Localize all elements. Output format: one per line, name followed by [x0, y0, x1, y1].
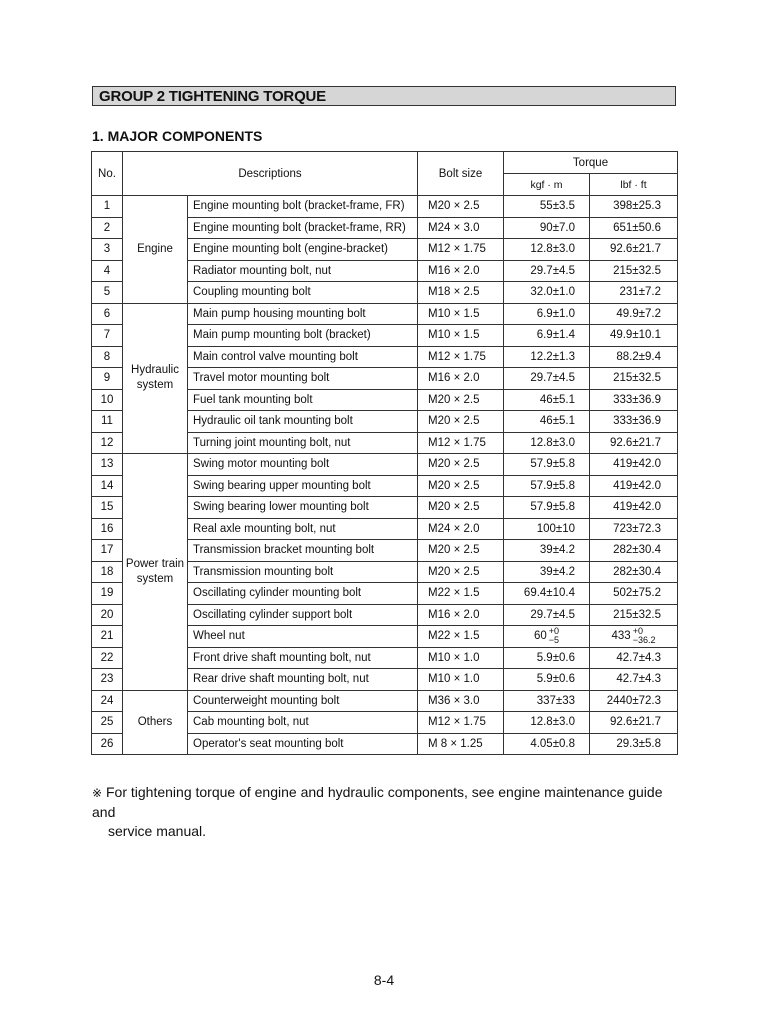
row-description: Oscillating cylinder mounting bolt [188, 583, 418, 605]
row-torque-kgf: 12.2±1.3 [504, 346, 590, 368]
group-title: GROUP 2 TIGHTENING TORQUE [99, 88, 326, 105]
row-number: 23 [92, 669, 123, 691]
row-description: Real axle mounting bolt, nut [188, 518, 418, 540]
row-number: 18 [92, 561, 123, 583]
row-torque-kgf: 4.05±0.8 [504, 733, 590, 755]
row-description: Engine mounting bolt (bracket-frame, RR) [188, 217, 418, 239]
row-torque-kgf: 46±5.1 [504, 411, 590, 433]
row-torque-lbf: 88.2±9.4 [590, 346, 678, 368]
row-bolt-size: M16 × 2.0 [418, 260, 504, 282]
row-description: Swing motor mounting bolt [188, 454, 418, 476]
header-row-1 [92, 152, 678, 174]
row-description: Coupling mounting bolt [188, 282, 418, 304]
row-number: 24 [92, 690, 123, 712]
row-torque-lbf: 29.3±5.8 [590, 733, 678, 755]
group-title-bar [92, 86, 676, 106]
lbf-tolerance [633, 627, 656, 645]
row-number: 11 [92, 411, 123, 433]
row-torque-kgf: 57.9±5.8 [504, 454, 590, 476]
row-bolt-size: M20 × 2.5 [418, 389, 504, 411]
row-bolt-size: M10 × 1.5 [418, 325, 504, 347]
row-bolt-size: M20 × 2.5 [418, 561, 504, 583]
page-number: 8-4 [373, 972, 395, 988]
row-number: 20 [92, 604, 123, 626]
row-description: Counterweight mounting bolt [188, 690, 418, 712]
row-bolt-size: M10 × 1.0 [418, 647, 504, 669]
note-mark-icon: ※ [92, 786, 103, 800]
row-description: Turning joint mounting bolt, nut [188, 432, 418, 454]
row-torque-lbf: 42.7±4.3 [590, 669, 678, 691]
row-bolt-size: M20 × 2.5 [418, 196, 504, 218]
row-description: Engine mounting bolt (engine-bracket) [188, 239, 418, 261]
row-number: 5 [92, 282, 123, 304]
header-descriptions: Descriptions [123, 152, 418, 196]
row-torque-kgf: 29.7±4.5 [504, 260, 590, 282]
kgf-base: 60 [533, 630, 547, 643]
row-number: 17 [92, 540, 123, 562]
row-torque-lbf: 282±30.4 [590, 540, 678, 562]
row-torque-lbf: 215±32.5 [590, 260, 678, 282]
lbf-base: 433 [611, 630, 631, 643]
row-torque-lbf: 419±42.0 [590, 475, 678, 497]
row-description: Transmission bracket mounting bolt [188, 540, 418, 562]
row-bolt-size: M12 × 1.75 [418, 432, 504, 454]
row-torque-kgf: 5.9±0.6 [504, 669, 590, 691]
row-description: Cab mounting bolt, nut [188, 712, 418, 734]
tightening-torque-table [91, 151, 678, 755]
row-description: Main pump mounting bolt (bracket) [188, 325, 418, 347]
row-number: 2 [92, 217, 123, 239]
row-number: 16 [92, 518, 123, 540]
row-description: Main pump housing mounting bolt [188, 303, 418, 325]
row-torque-lbf: 333±36.9 [590, 411, 678, 433]
header-torque: Torque [504, 152, 678, 174]
row-description: Fuel tank mounting bolt [188, 389, 418, 411]
row-torque-lbf: 282±30.4 [590, 561, 678, 583]
row-description: Travel motor mounting bolt [188, 368, 418, 390]
row-description: Hydraulic oil tank mounting bolt [188, 411, 418, 433]
row-bolt-size: M20 × 2.5 [418, 497, 504, 519]
group-label-power: Power train system [123, 454, 188, 691]
row-bolt-size: M12 × 1.75 [418, 239, 504, 261]
row-torque-lbf: 419±42.0 [590, 497, 678, 519]
table-row [92, 303, 678, 325]
row-number: 12 [92, 432, 123, 454]
row-torque-lbf: 398±25.3 [590, 196, 678, 218]
row-number: 26 [92, 733, 123, 755]
row-number: 25 [92, 712, 123, 734]
kgf-tolerance [549, 627, 559, 645]
header-kgf: kgf · m [504, 174, 590, 196]
kgf-plus: +0 [548, 626, 560, 637]
row-torque-lbf: 231±7.2 [590, 282, 678, 304]
row-number: 8 [92, 346, 123, 368]
row-torque-lbf: 49.9±10.1 [590, 325, 678, 347]
row-bolt-size: M22 × 1.5 [418, 583, 504, 605]
row-number: 21 [92, 626, 123, 648]
row-bolt-size: M 8 × 1.25 [418, 733, 504, 755]
note-line-1: For tightening torque of engine and hydraulic components, see engine maintenance guide and [92, 784, 663, 820]
row-number: 6 [92, 303, 123, 325]
table-body [92, 152, 678, 755]
row-bolt-size: M12 × 1.75 [418, 346, 504, 368]
row-torque-kgf: 12.8±3.0 [504, 712, 590, 734]
row-description: Radiator mounting bolt, nut [188, 260, 418, 282]
row-bolt-size: M10 × 1.0 [418, 669, 504, 691]
row-description: Rear drive shaft mounting bolt, nut [188, 669, 418, 691]
row-number: 4 [92, 260, 123, 282]
row-torque-kgf: 29.7±4.5 [504, 368, 590, 390]
kgf-minus: −5 [548, 635, 560, 646]
row-torque-kgf [504, 626, 590, 648]
row-bolt-size: M20 × 2.5 [418, 475, 504, 497]
row-torque-kgf: 57.9±5.8 [504, 497, 590, 519]
row-torque-lbf: 651±50.6 [590, 217, 678, 239]
row-torque-lbf: 42.7±4.3 [590, 647, 678, 669]
row-bolt-size: M20 × 2.5 [418, 411, 504, 433]
row-bolt-size: M24 × 2.0 [418, 518, 504, 540]
row-torque-lbf: 215±32.5 [590, 604, 678, 626]
row-description: Engine mounting bolt (bracket-frame, FR) [188, 196, 418, 218]
row-torque-kgf: 29.7±4.5 [504, 604, 590, 626]
header-no: No. [92, 152, 123, 196]
header-lbf: lbf · ft [590, 174, 678, 196]
table-row [92, 454, 678, 476]
row-bolt-size: M12 × 1.75 [418, 712, 504, 734]
row-torque-kgf: 6.9±1.0 [504, 303, 590, 325]
row-torque-kgf: 100±10 [504, 518, 590, 540]
group-label-engine: Engine [123, 196, 188, 304]
table-row [92, 690, 678, 712]
row-torque-lbf [590, 626, 678, 648]
group-label-others: Others [123, 690, 188, 755]
section-title: 1. MAJOR COMPONENTS [92, 128, 263, 144]
row-torque-lbf: 2440±72.3 [590, 690, 678, 712]
row-number: 3 [92, 239, 123, 261]
note-line-2: service manual. [108, 823, 207, 839]
row-torque-lbf: 92.6±21.7 [590, 712, 678, 734]
row-torque-lbf: 333±36.9 [590, 389, 678, 411]
lbf-plus: +0 [632, 626, 643, 637]
row-bolt-size: M18 × 2.5 [418, 282, 504, 304]
row-number: 10 [92, 389, 123, 411]
row-number: 1 [92, 196, 123, 218]
row-torque-kgf: 69.4±10.4 [504, 583, 590, 605]
row-bolt-size: M36 × 3.0 [418, 690, 504, 712]
row-number: 22 [92, 647, 123, 669]
row-torque-kgf: 6.9±1.4 [504, 325, 590, 347]
row-description: Swing bearing lower mounting bolt [188, 497, 418, 519]
row-torque-kgf: 55±3.5 [504, 196, 590, 218]
row-torque-kgf: 32.0±1.0 [504, 282, 590, 304]
row-description: Oscillating cylinder support bolt [188, 604, 418, 626]
row-torque-lbf: 49.9±7.2 [590, 303, 678, 325]
row-bolt-size: M24 × 3.0 [418, 217, 504, 239]
row-bolt-size: M20 × 2.5 [418, 454, 504, 476]
row-torque-kgf: 12.8±3.0 [504, 239, 590, 261]
row-torque-lbf: 92.6±21.7 [590, 239, 678, 261]
row-description: Front drive shaft mounting bolt, nut [188, 647, 418, 669]
row-torque-kgf: 90±7.0 [504, 217, 590, 239]
footnote [92, 783, 678, 841]
row-torque-lbf: 215±32.5 [590, 368, 678, 390]
row-torque-lbf: 502±75.2 [590, 583, 678, 605]
lbf-minus: −36.2 [632, 635, 656, 646]
row-torque-kgf: 46±5.1 [504, 389, 590, 411]
row-torque-kgf: 5.9±0.6 [504, 647, 590, 669]
row-description: Wheel nut [188, 626, 418, 648]
row-number: 15 [92, 497, 123, 519]
row-bolt-size: M16 × 2.0 [418, 604, 504, 626]
group-label-hydraulic: Hydraulic system [123, 303, 188, 454]
header-bolt-size: Bolt size [418, 152, 504, 196]
row-description: Swing bearing upper mounting bolt [188, 475, 418, 497]
row-number: 14 [92, 475, 123, 497]
row-number: 13 [92, 454, 123, 476]
row-torque-lbf: 723±72.3 [590, 518, 678, 540]
row-bolt-size: M20 × 2.5 [418, 540, 504, 562]
row-torque-kgf: 12.8±3.0 [504, 432, 590, 454]
row-number: 19 [92, 583, 123, 605]
row-bolt-size: M22 × 1.5 [418, 626, 504, 648]
row-description: Main control valve mounting bolt [188, 346, 418, 368]
table-row [92, 196, 678, 218]
row-bolt-size: M16 × 2.0 [418, 368, 504, 390]
row-torque-kgf: 39±4.2 [504, 540, 590, 562]
row-number: 9 [92, 368, 123, 390]
row-torque-lbf: 92.6±21.7 [590, 432, 678, 454]
row-number: 7 [92, 325, 123, 347]
row-description: Operator's seat mounting bolt [188, 733, 418, 755]
row-description: Transmission mounting bolt [188, 561, 418, 583]
row-torque-lbf: 419±42.0 [590, 454, 678, 476]
row-bolt-size: M10 × 1.5 [418, 303, 504, 325]
row-torque-kgf: 337±33 [504, 690, 590, 712]
row-torque-kgf: 39±4.2 [504, 561, 590, 583]
row-torque-kgf: 57.9±5.8 [504, 475, 590, 497]
